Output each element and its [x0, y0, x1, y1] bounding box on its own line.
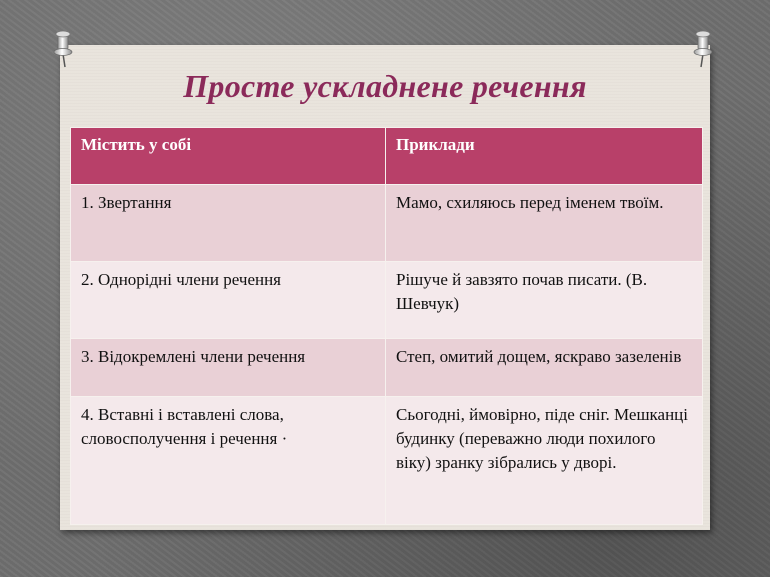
feature-cell: 2. Однорідні члени речення: [71, 262, 386, 339]
feature-cell: 3. Відокремлені члени речення: [71, 339, 386, 397]
example-cell: Рішуче й завзято почав писати. (В. Шевчук): [386, 262, 703, 339]
table-header-row: [71, 128, 703, 185]
table-row: [71, 262, 703, 339]
pushpin-icon: [690, 28, 716, 68]
table-row: [71, 185, 703, 262]
pushpin-icon: [50, 28, 76, 68]
example-cell: Сьогодні, ймовірно, піде сніг. Мешканці будинку (переважно люди похилого віку) зранку зібрались у дворі.: [386, 397, 703, 525]
column-header: Приклади: [386, 128, 703, 185]
table-row: [71, 397, 703, 525]
column-header: Містить у собі: [71, 128, 386, 185]
feature-cell: 1. Звертання: [71, 185, 386, 262]
example-cell: Мамо, схиляюсь перед іменем твоїм.: [386, 185, 703, 262]
content-table: [70, 127, 703, 525]
table-row: [71, 339, 703, 397]
slide-title: Просте ускладнене речення: [183, 68, 587, 104]
example-cell: Степ, омитий дощем, яскраво зазеленів: [386, 339, 703, 397]
feature-cell: 4. Вставні і вставлені слова, словосполучення і речення ·: [71, 397, 386, 525]
